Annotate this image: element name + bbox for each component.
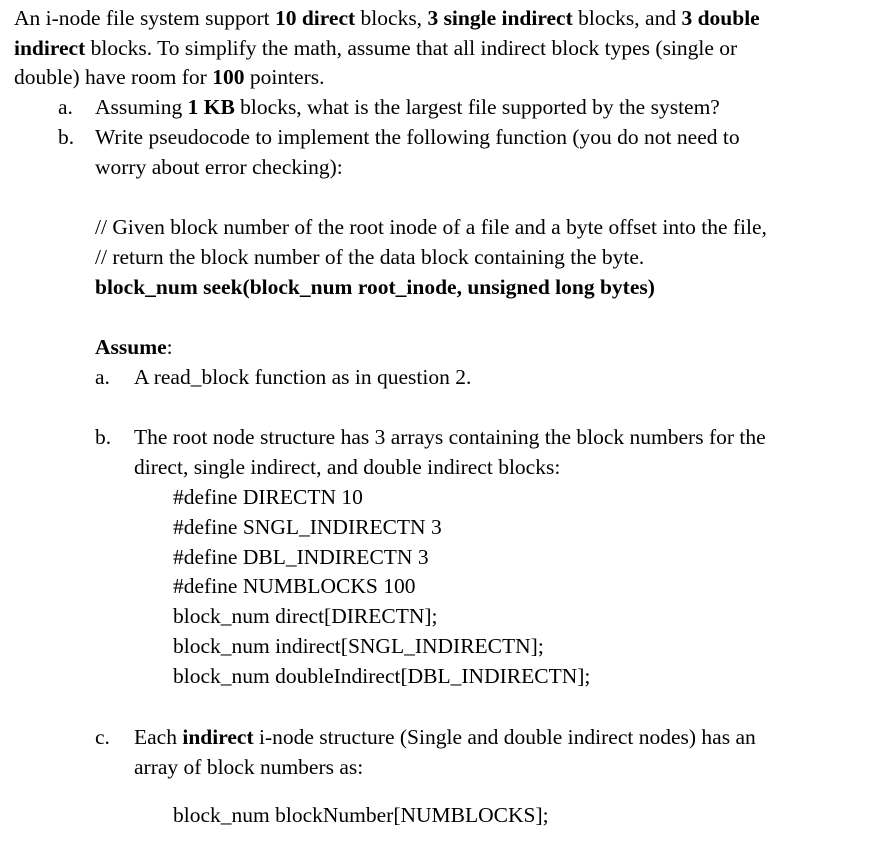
part-b-line-1: Write pseudocode to implement the following function (you do not need to bbox=[95, 125, 740, 149]
intro-line-3: double) have room for 100 pointers. bbox=[14, 65, 325, 89]
code-line: block_num indirect[SNGL_INDIRECTN]; bbox=[173, 634, 544, 658]
assume-c-marker: c. bbox=[95, 725, 110, 749]
assume-b-line-2: direct, single indirect, and double indirect blocks: bbox=[134, 455, 561, 479]
part-b-line-2: worry about error checking): bbox=[95, 155, 343, 179]
code-comment-2: // return the block number of the data block containing the byte. bbox=[95, 245, 645, 269]
code-line: #define NUMBLOCKS 100 bbox=[173, 574, 416, 598]
code-line: #define DBL_INDIRECTN 3 bbox=[173, 545, 429, 569]
assume-c-line-1: Each indirect i-node structure (Single and double indirect nodes) has an bbox=[134, 725, 756, 749]
intro-line-2: indirect blocks. To simplify the math, assume that all indirect block types (single or bbox=[14, 36, 738, 60]
code-line: #define SNGL_INDIRECTN 3 bbox=[173, 515, 442, 539]
assume-a-text: A read_block function as in question 2. bbox=[134, 365, 472, 389]
code-line: block_num direct[DIRECTN]; bbox=[173, 604, 438, 628]
assume-c-line-2: array of block numbers as: bbox=[134, 755, 364, 779]
code-line: block_num blockNumber[NUMBLOCKS]; bbox=[173, 803, 549, 827]
code-line: #define DIRECTN 10 bbox=[173, 485, 363, 509]
part-b-marker: b. bbox=[58, 125, 75, 149]
part-a-text: Assuming 1 KB blocks, what is the largest file supported by the system? bbox=[95, 95, 720, 119]
function-signature: block_num seek(block_num root_inode, unsigned long bytes) bbox=[95, 275, 655, 299]
part-a-marker: a. bbox=[58, 95, 73, 119]
intro-line-1: An i-node file system support 10 direct blocks, 3 single indirect blocks, and 3 double bbox=[14, 6, 760, 30]
code-line: block_num doubleIndirect[DBL_INDIRECTN]; bbox=[173, 664, 591, 688]
code-comment-1: // Given block number of the root inode of a file and a byte offset into the file, bbox=[95, 215, 767, 239]
assume-b-line-1: The root node structure has 3 arrays containing the block numbers for the bbox=[134, 425, 766, 449]
assume-heading: Assume: bbox=[95, 335, 173, 359]
assume-b-marker: b. bbox=[95, 425, 112, 449]
assume-a-marker: a. bbox=[95, 365, 110, 389]
